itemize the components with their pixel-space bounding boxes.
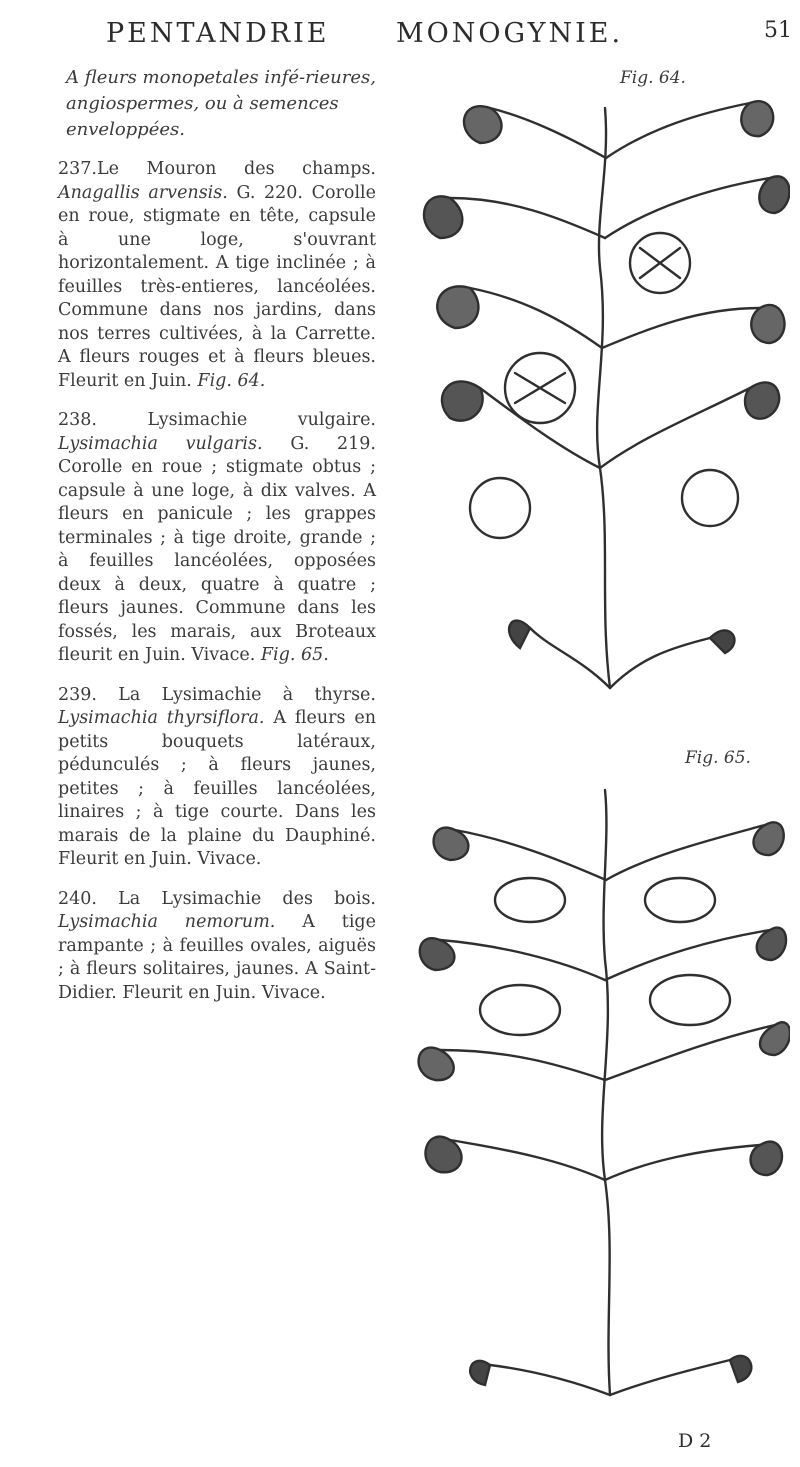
fig64-engraving	[410, 88, 790, 698]
header-class: PENTANDRIE	[106, 18, 330, 49]
entry-latin: Anagallis arvensis.	[58, 182, 228, 203]
entry-239	[58, 684, 376, 872]
entry-number: 238.	[58, 410, 97, 430]
entry-body: G. 220. Corolle en roue, stigmate en tête, capsule à une loge, s'ouvrant horizontalement. A tige inclinée ; à feuilles très-entieres, lancéolées. Commune dans nos jardins, dans nos terres cultivées, à la Carrette. A fleurs rouges et à fleurs bleues. Fleurit en Juin.	[58, 182, 376, 391]
entry-body: A tige rampante ; à feuilles ovales, aiguës ; à fleurs solitaires, jaunes. A Saint-Didier. Fleurit en Juin. Vivace.	[58, 912, 376, 1003]
entry-name: Le Mouron des champs.	[96, 159, 376, 179]
entry-number: 237.	[58, 159, 97, 179]
entry-number: 240.	[58, 888, 97, 909]
entry-237	[58, 158, 376, 393]
header-order: MONOGYNIE.	[396, 18, 624, 49]
text-column	[58, 65, 376, 1021]
fig65-label: Fig. 65.	[685, 748, 751, 768]
entry-240	[58, 888, 376, 1006]
entry-name: La Lysimachie des bois.	[118, 888, 376, 909]
fig64-label: Fig. 64.	[620, 68, 686, 88]
entry-latin: Lysimachia vulgaris.	[58, 433, 263, 454]
entry-fig-ref: Fig. 64.	[197, 370, 266, 391]
section-intro: A fleurs monopetales infé-rieures, angiospermes, ou à semences enveloppées.	[66, 67, 376, 140]
entry-number: 239.	[58, 684, 97, 705]
entry-body: A fleurs en petits bouquets latéraux, pédunculés ; à fleurs jaunes, petites ; à feuilles lancéolées, linaires ; à tige courte. Dans les marais de la plaine du Dauphiné. Fleurit en Juin. Vivace.	[58, 708, 376, 869]
entry-latin: Lysimachia thyrsiflora.	[58, 708, 265, 728]
entry-fig-ref: Fig. 65.	[260, 645, 329, 665]
entry-body: G. 219. Corolle en roue ; stigmate obtus ; capsule à une loge, à dix valves. A fleurs en panicule ; les grappes terminales ; à tige droite, grande ; à feuilles lancéolées, opposées deux à deux, quatre à quatre ; fleurs jaunes. Commune dans les fossés, les marais, aux Broteaux fleurit en Juin. Vivace.	[58, 433, 376, 665]
entry-name: Lysimachie vulgaire.	[147, 410, 376, 430]
entry-238	[58, 409, 376, 668]
fig65-engraving	[410, 780, 790, 1405]
page-number: 51	[764, 18, 792, 43]
signature-mark: D 2	[678, 1430, 712, 1452]
running-header	[96, 10, 796, 60]
entry-name: La Lysimachie à thyrse.	[118, 684, 376, 705]
entry-latin: Lysimachia nemorum.	[58, 912, 276, 932]
